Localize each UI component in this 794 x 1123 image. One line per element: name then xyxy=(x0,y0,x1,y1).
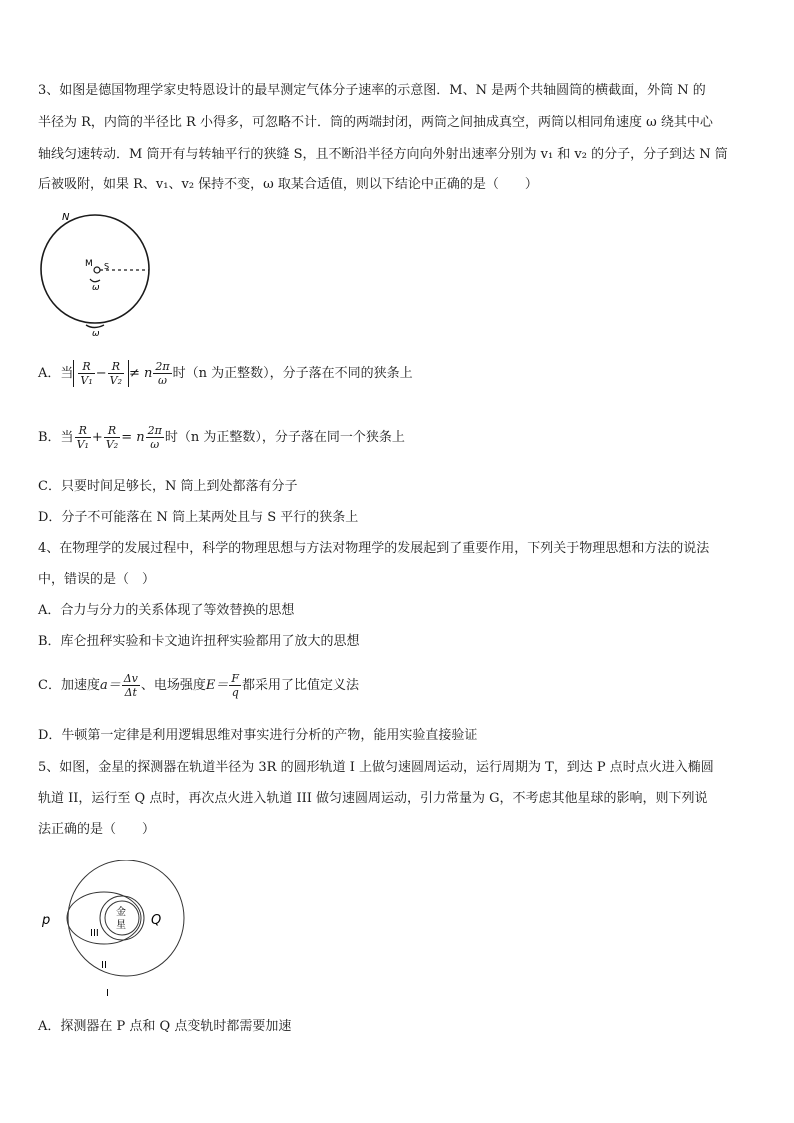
label-s: S xyxy=(104,262,110,271)
q4-option-b: B．库仑扭秤实验和卡文迪许扭秤实验都用了放大的思想 xyxy=(38,634,360,649)
point-q-label: Q xyxy=(151,913,162,928)
q5-stem-line-1: 5、如图，金星的探测器在轨道半径为 3R 的圆形轨道 I 上做匀速圆周运动，运行周期为 T，到达 P 点时点火进入椭圆 xyxy=(38,760,714,775)
q3-option-c: C．只要时间足够长，N 筒上到处都落有分子 xyxy=(38,479,298,494)
label-omega-inner: ω xyxy=(92,283,100,293)
q3-option-b: B．当 $\frac{R}{\text{V₁}}$ + $\frac{R}{\text{V₂}}$ = n $\frac{2\pi}{\omega}$ 时（n 为正整数），分子落在同一个狭条上 xyxy=(38,424,405,451)
planet-label-line-2: 星 xyxy=(116,920,126,931)
q4-stem-line-2: 中，错误的是（ ） xyxy=(38,572,156,587)
planet-label-line-1: 金 xyxy=(116,907,126,918)
q5-option-a: A．探测器在 P 点和 Q 点变轨时都需要加速 xyxy=(38,1019,292,1034)
q3-option-a: A．当 $\frac{R}{\text{V₁}}$ − $\frac{R}{\text{V₂}}$ ≠ n $\frac{2\pi}{\omega}$ 时（n 为正整数），分子落在不同的狭条上 xyxy=(38,360,413,387)
orbit-ii-label: II xyxy=(101,960,107,971)
inner-rotation-arrow xyxy=(90,279,100,282)
q3-stem-line-4: 后被吸附，如果 R、v₁、v₂ 保持不变，ω 取某合适值，则以下结论中正确的是（ ） xyxy=(38,177,538,192)
label-m: M xyxy=(85,259,93,269)
q5-stem-line-3: 法正确的是（ ） xyxy=(38,822,156,837)
q5-orbit-figure xyxy=(38,860,198,1000)
label-n: N xyxy=(62,212,70,223)
outer-rotation-arrow xyxy=(86,325,104,328)
q5-stem-line-2: 轨道 II，运行至 Q 点时，再次点火进入轨道 III 做匀速圆周运动，引力常量为 G，不考虑其他星球的影响，则下列说 xyxy=(38,791,708,806)
q3-stem-line-2: 半径为 R，内筒的半径比 R 小得多，可忽略不计．筒的两端封闭，两筒之间抽成真空，两筒以相同角速度 ω 绕其中心 xyxy=(38,115,713,130)
point-p-label: p xyxy=(42,913,51,928)
q4-stem-line-1: 4、在物理学的发展过程中，科学的物理思想与方法对物理学的发展起到了重要作用，下列关于物理思想和方法的说法 xyxy=(38,541,710,556)
q3-option-d: D．分子不可能落在 N 筒上某两处且与 S 平行的狭条上 xyxy=(38,510,359,525)
outer-cylinder-n xyxy=(41,215,149,323)
q4-option-d: D．牛顿第一定律是利用逻辑思维对事实进行分析的产物，能用实验直接验证 xyxy=(38,728,478,743)
q4-option-c: C．加速度a＝ $\frac{\Delta v}{\Delta t}$ 、电场强度E＝ $\frac{F}{q}$ 都采用了比值定义法 xyxy=(38,672,360,699)
inner-cylinder-m xyxy=(94,267,100,273)
orbit-iii-label: III xyxy=(90,928,99,939)
orbit-i-label: I xyxy=(106,988,109,999)
label-omega-outer: ω xyxy=(92,329,100,339)
q3-cylinder-figure xyxy=(38,208,168,340)
q4-option-a: A．合力与分力的关系体现了等效替换的思想 xyxy=(38,603,295,618)
q3-stem-line-3: 轴线匀速转动．M 筒开有与转轴平行的狭缝 S，且不断沿半径方向向外射出速率分别为 v₁ 和 v₂ 的分子，分子到达 N 筒 xyxy=(38,147,728,162)
q3-stem-line-1: 3、如图是德国物理学家史特恩设计的最早测定气体分子速率的示意图．M、N 是两个共轴圆筒的横截面，外筒 N 的 xyxy=(38,83,706,98)
abs-expression: $\frac{R}{\text{V₁}}$ − $\frac{R}{\text{V₂}}$ xyxy=(73,360,129,387)
